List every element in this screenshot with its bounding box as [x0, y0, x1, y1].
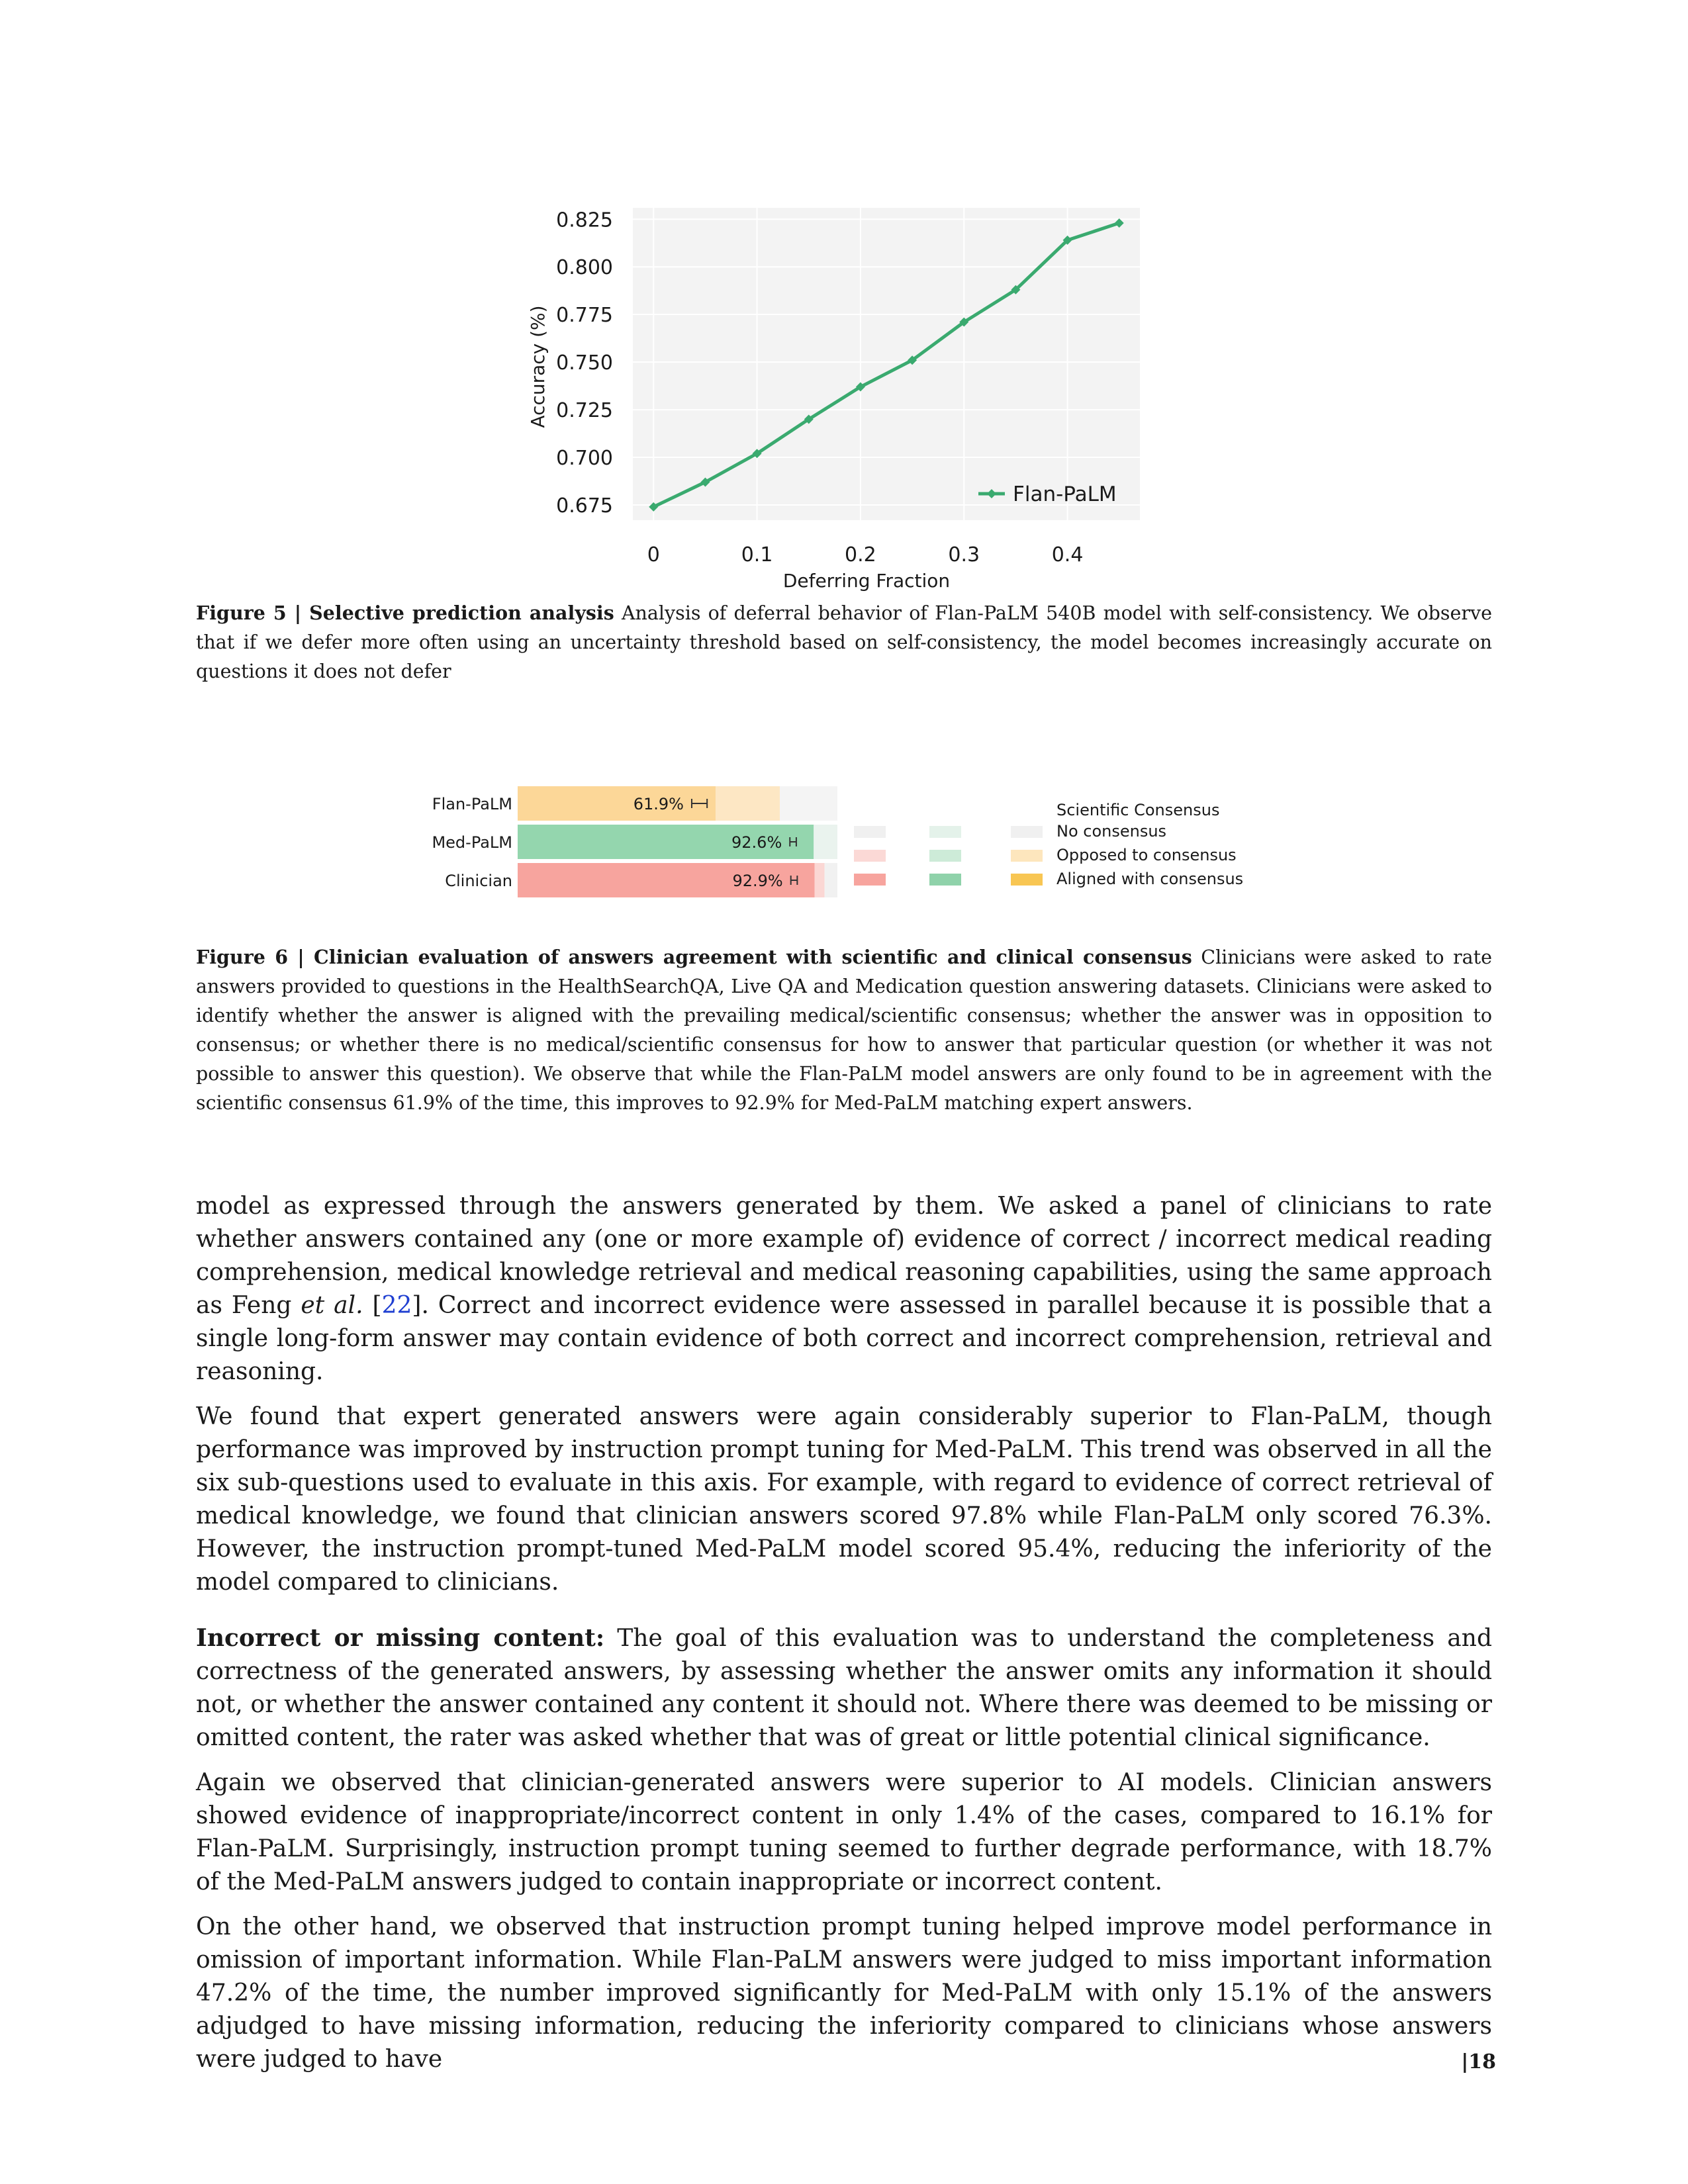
legend-label: No consensus	[1056, 822, 1167, 841]
y-tick-label: 0.675	[556, 494, 613, 518]
data-label: 92.9%	[732, 872, 783, 890]
y-tick-label: 0.825	[556, 208, 613, 232]
legend-swatch	[854, 826, 886, 838]
body-text	[196, 1190, 1492, 2088]
bar-segment-no-consensus	[780, 786, 837, 821]
legend-swatch	[854, 850, 886, 862]
figure-5-line-chart	[516, 199, 1152, 596]
y-tick-label: 0.800	[556, 256, 613, 280]
figure-6-bar-chart	[397, 774, 1284, 907]
category-label: Clinician	[445, 872, 512, 890]
legend-label: Aligned with consensus	[1056, 870, 1244, 888]
x-tick-label: 0.3	[948, 543, 980, 567]
figure-6-caption	[196, 942, 1492, 1118]
y-tick-label: 0.700	[556, 447, 613, 471]
paragraph-heading: Incorrect or missing content:	[196, 1624, 605, 1652]
y-tick-label: 0.775	[556, 304, 613, 328]
legend-swatch	[1011, 850, 1043, 862]
x-tick-label: 0.1	[741, 543, 773, 567]
figure-5-caption-text: Analysis of deferral behavior of Flan-PaLM 540B model with self-consistency. We observe that if we defer more often using an uncertainty threshold based on self-consistency, the model becomes increasingly accurate on questions it does not defer	[196, 602, 1492, 682]
category-label: Med-PaLM	[432, 833, 512, 852]
x-tick-label: 0.4	[1051, 543, 1084, 567]
bar-segment-no-consensus	[825, 863, 837, 897]
plot-area	[633, 208, 1140, 520]
page-number: |18	[1461, 2050, 1496, 2073]
bar-segment-opposed-to-consensus	[815, 863, 825, 897]
body-paragraph: model as expressed through the answers generated by them. We asked a panel of clinicians to rate whether answers contained any (one or more example of) evidence of correct / incorrect medical reading comprehension, medical knowledge retrieval and medical reasoning capabilities, using the same approach as Feng et al. [22]. Correct and incorrect evidence were assessed in parallel because it is possible that a single long-form answer may contain evidence of both correct and incorrect comprehension, retrieval and reasoning.	[196, 1193, 1492, 1385]
legend-title: Scientific Consensus	[1056, 801, 1220, 819]
figure-5-caption	[196, 598, 1492, 686]
x-tick-label: 0	[647, 543, 660, 567]
legend-swatch	[929, 874, 961, 886]
y-tick-label: 0.750	[556, 351, 613, 375]
legend-label: Flan-PaLM	[1013, 482, 1117, 506]
category-label: Flan-PaLM	[432, 795, 512, 813]
figure-6-caption-label: Figure 6 | Clinician evaluation of answers agreement with scientific and clinical consensus	[196, 946, 1192, 968]
bar-segment-aligned-with-consensus	[518, 786, 716, 821]
legend-label: Opposed to consensus	[1056, 846, 1237, 864]
data-label: 61.9%	[633, 795, 684, 813]
body-paragraph: Again we observed that clinician-generated answers were superior to AI models. Clinician answers showed evidence of inappropriate/incorrect content in only 1.4% of the cases, compared to 16.1% for Flan-PaLM. Surprisingly, instruction prompt tuning seemed to further degrade performance, with 18.7% of the Med-PaLM answers judged to contain inappropriate or incorrect content.	[196, 1769, 1492, 1895]
figure-6-caption-text: Clinicians were asked to rate answers provided to questions in the HealthSearchQA, Live QA and Medication question answering datasets. Clinicians were asked to identify whether the answer is aligned with the prevailing medical/scientific consensus; whether the answer was in opposition to consensus; or whether there is no medical/scientific consensus for how to answer that particular question (or whether it was not possible to answer this question). We observe that while the Flan-PaLM model answers are only found to be in agreement with the scientific consensus 61.9% of the time, this improves to 92.9% for Med-PaLM matching expert answers.	[196, 946, 1492, 1114]
y-tick-label: 0.725	[556, 399, 613, 423]
paragraph-text: The goal of this evaluation was to understand the completeness and correctness of the generated answers, by assessing whether the answer omits any information it should not, or whether the answer contained any content it should not. Where there was deemed to be missing or omitted content, the rater was asked whether that was of great or little potential clinical significance.	[196, 1625, 1492, 1751]
x-axis-label: Deferring Fraction	[782, 570, 951, 592]
x-tick-label: 0.2	[845, 543, 876, 567]
y-axis-label: Accuracy (%)	[527, 305, 549, 428]
bar-segment-no-consensus	[814, 825, 837, 859]
body-paragraph: We found that expert generated answers were again considerably superior to Flan-PaLM, though performance was improved by instruction prompt tuning for Med-PaLM. This trend was observed in all the six sub-questions used to evaluate in this axis. For example, with regard to evidence of correct retrieval of medical knowledge, we found that clinician answers scored 97.8% while Flan-PaLM only scored 76.3%. However, the instruction prompt-tuned Med-PaLM model scored 95.4%, reducing the inferiority of the model compared to clinicians.	[196, 1403, 1492, 1596]
legend-swatch	[929, 850, 961, 862]
citation-link[interactable]: 22	[381, 1292, 412, 1319]
paragraph-text: model as expressed through the answers generated by them. We asked a panel of clinicians to rate whether answers contained any (one or more example of) evidence of correct / incorrect medical reading comprehension, medical knowledge retrieval and medical reasoning capabilities, using the same approach as Feng	[196, 1193, 1492, 1319]
legend-swatch	[929, 826, 961, 838]
legend-swatch	[1011, 826, 1043, 838]
legend-swatch	[1011, 874, 1043, 886]
bar-segment-opposed-to-consensus	[716, 786, 780, 821]
figure-5-caption-label: Figure 5 | Selective prediction analysis	[196, 602, 614, 624]
data-label: 92.6%	[731, 833, 782, 852]
legend-swatch	[854, 874, 886, 886]
body-paragraph: On the other hand, we observed that instruction prompt tuning helped improve model performance in omission of important information. While Flan-PaLM answers were judged to miss important information 47.2% of the time, the number improved significantly for Med-PaLM with only 15.1% of the answers adjudged to have missing information, reducing the inferiority compared to clinicians whose answers were judged to have	[196, 1913, 1492, 2073]
body-paragraph	[196, 1621, 1492, 1754]
paragraph-text: . Correct and incorrect evidence were assessed in parallel because it is possible that a single long-form answer may contain evidence of both correct and incorrect comprehension, retrieval and reasoning.	[196, 1292, 1492, 1385]
et-al-text: et al.	[301, 1292, 363, 1319]
